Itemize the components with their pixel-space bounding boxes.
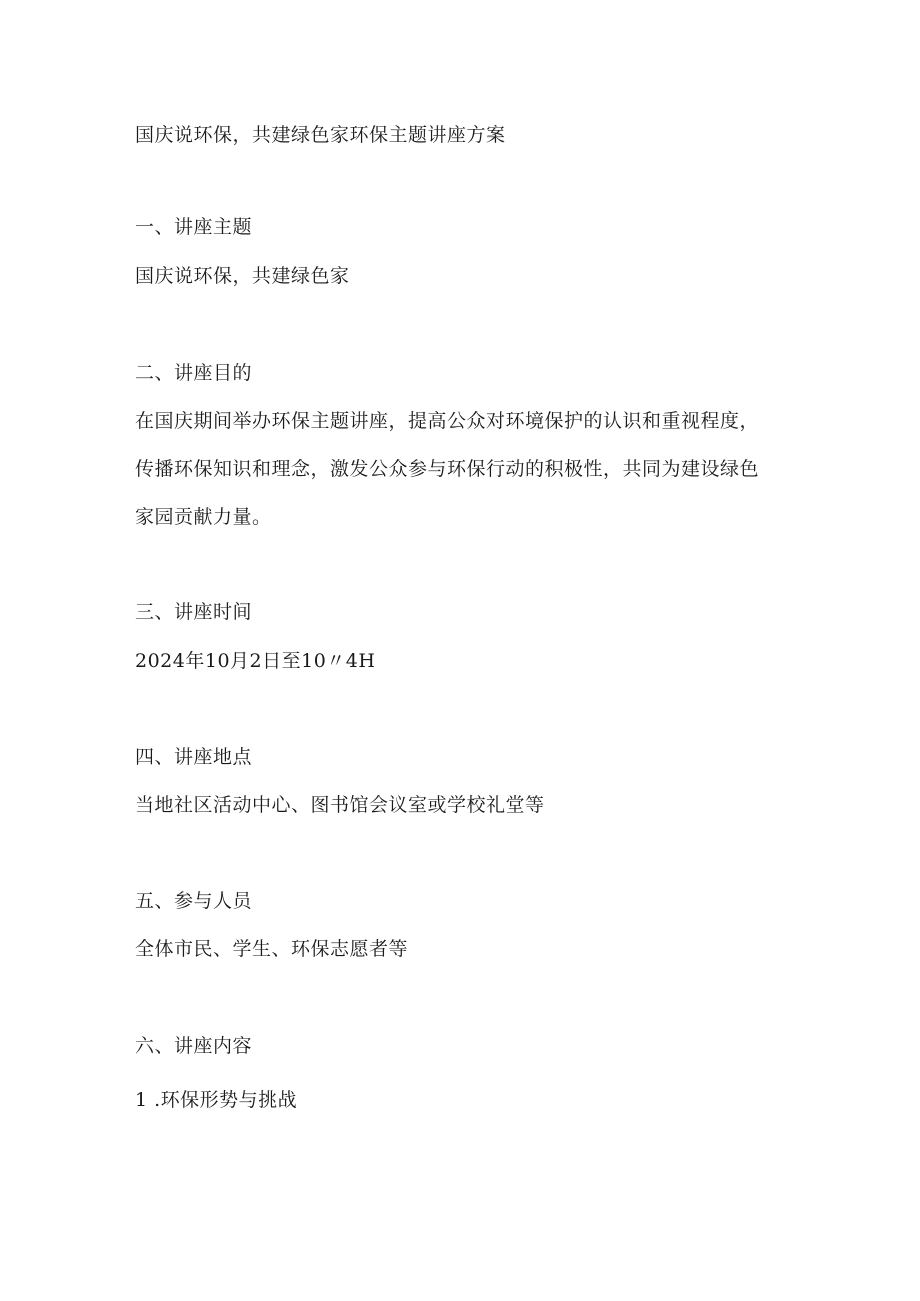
section-body-topic: 国庆说环保，共建绿色家 <box>135 265 350 287</box>
section-body-location: 当地社区活动中心、图书馆会议室或学校礼堂等 <box>135 794 545 816</box>
section-heading-topic: 一、讲座主题 <box>135 216 253 238</box>
section-heading-location: 四、讲座地点 <box>135 746 253 768</box>
section-heading-content: 六、讲座内容 <box>135 1035 253 1057</box>
section-body-time: 2024年10月2日至10〃4H <box>135 650 376 672</box>
document-title: 国庆说环保，共建绿色家环保主题讲座方案 <box>135 124 506 146</box>
section-heading-participants: 五、参与人员 <box>135 890 253 912</box>
section-body-participants: 全体市民、学生、环保志愿者等 <box>135 938 409 960</box>
section-heading-purpose: 二、讲座目的 <box>135 362 253 384</box>
section-body-purpose-line-2: 传播环保知识和理念，激发公众参与环保行动的积极性，共同为建设绿色 <box>135 458 760 480</box>
section-body-purpose-line-3: 家园贡献力量。 <box>135 506 272 528</box>
section-heading-time: 三、讲座时间 <box>135 601 253 623</box>
section-body-content-item-1: 1 .环保形势与挑战 <box>135 1089 298 1111</box>
section-body-purpose-line-1: 在国庆期间举办环保主题讲座，提高公众对环境保护的认识和重视程度， <box>135 410 760 432</box>
